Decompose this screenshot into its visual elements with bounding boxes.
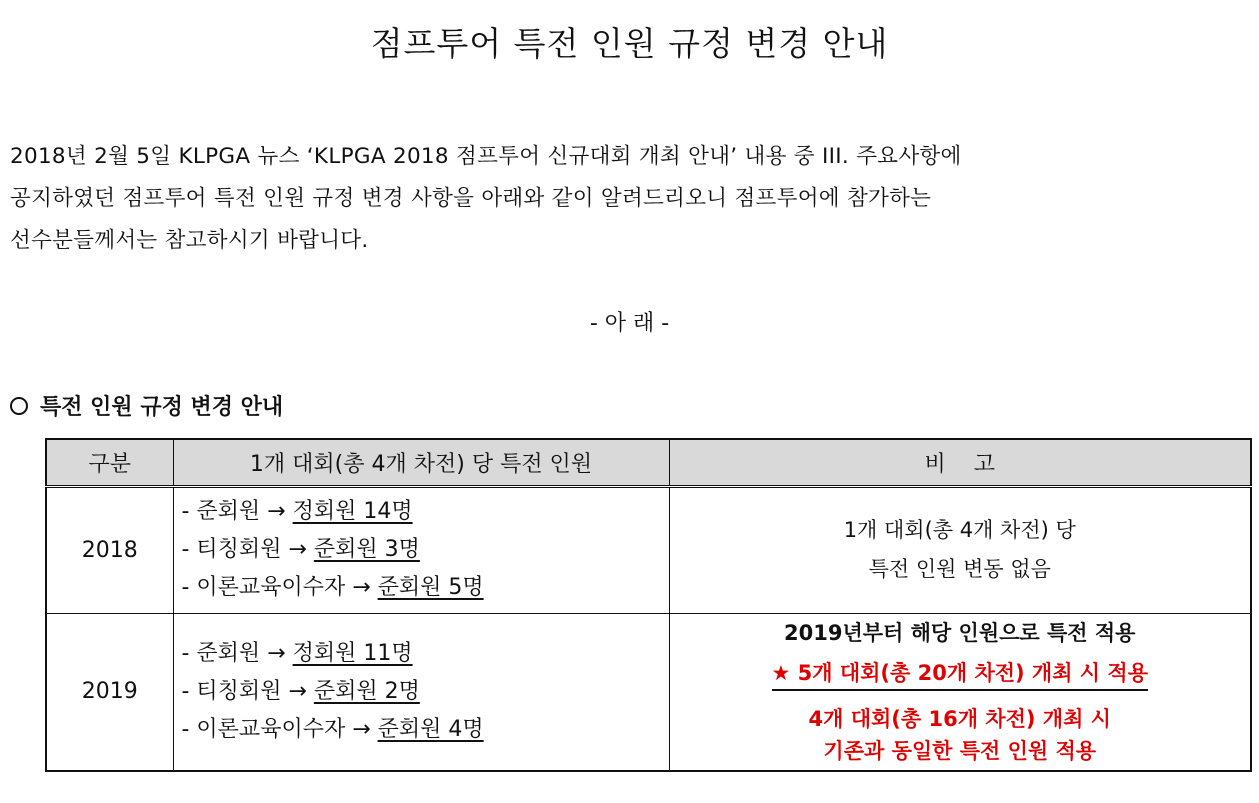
members-cell <box>173 613 669 771</box>
remark-line: 1개 대회(총 4개 차전) 당 <box>843 518 1076 542</box>
list-item <box>182 493 669 531</box>
intro-line-1: 2018년 2월 5일 KLPGA 뉴스 ‘KLPGA 2018 점프투어 신규대회 개최 안내’ 내용 중 III. 주요사항에 <box>10 144 962 169</box>
list-item <box>182 531 669 569</box>
list-item <box>182 569 669 607</box>
remark-red-line: 기존과 동일한 특전 인원 적용 <box>823 738 1097 763</box>
item-prefix: - 준회원 → <box>181 499 293 524</box>
table-row <box>46 613 1251 771</box>
list-item <box>182 635 669 673</box>
section-heading <box>10 390 283 421</box>
header-benefit: 1개 대회(총 4개 차전) 당 특전 인원 <box>173 439 669 486</box>
item-target: 준회원 2명 <box>313 678 420 704</box>
intro-line-2: 공지하였던 점프투어 특전 인원 규정 변경 사항을 아래와 같이 알려드리오니 점프투어에 참가하는 <box>10 186 932 211</box>
intro-line-3: 선수분들께서는 참고하시기 바랍니다. <box>10 228 369 253</box>
remarks-cell <box>669 486 1251 613</box>
header-remarks: 비 고 <box>669 439 1251 486</box>
year-cell: 2019 <box>46 613 173 771</box>
item-target: 정회원 11명 <box>292 640 413 666</box>
page-title: 점프투어 특전 인원 규정 변경 안내 <box>370 24 889 63</box>
item-target: 준회원 3명 <box>313 537 420 562</box>
remark-line: 특전 인원 변동 없음 <box>868 557 1051 581</box>
members-cell <box>173 486 669 613</box>
list-item <box>182 673 669 711</box>
item-prefix: - 티칭회원 → <box>181 537 314 562</box>
circle-bullet-icon <box>10 397 28 415</box>
item-prefix: - 티칭회원 → <box>181 678 314 704</box>
item-target: 정회원 14명 <box>292 499 413 524</box>
benefit-table <box>45 438 1252 772</box>
item-prefix: - 이론교육이수자 → <box>181 575 378 600</box>
remarks-cell <box>669 613 1251 771</box>
list-item <box>182 711 669 749</box>
remark-red-line: 4개 대회(총 16개 차전) 개최 시 <box>808 706 1111 731</box>
remark-star: ★ 5개 대회(총 20개 차전) 개최 시 적용 <box>772 657 1148 691</box>
table-header-row <box>46 439 1251 486</box>
item-target: 준회원 4명 <box>377 716 484 742</box>
table-row <box>46 486 1251 613</box>
year-cell: 2018 <box>46 486 173 613</box>
item-target: 준회원 5명 <box>377 575 484 600</box>
intro-paragraph <box>10 136 1250 262</box>
below-label: - 아 래 - <box>589 311 670 336</box>
item-prefix: - 이론교육이수자 → <box>181 716 378 742</box>
item-prefix: - 준회원 → <box>181 640 293 666</box>
remark-main: 2019년부터 해당 인원으로 특전 적용 <box>784 620 1136 645</box>
section-heading-text: 특전 인원 규정 변경 안내 <box>40 395 284 420</box>
header-category: 구분 <box>46 439 173 486</box>
